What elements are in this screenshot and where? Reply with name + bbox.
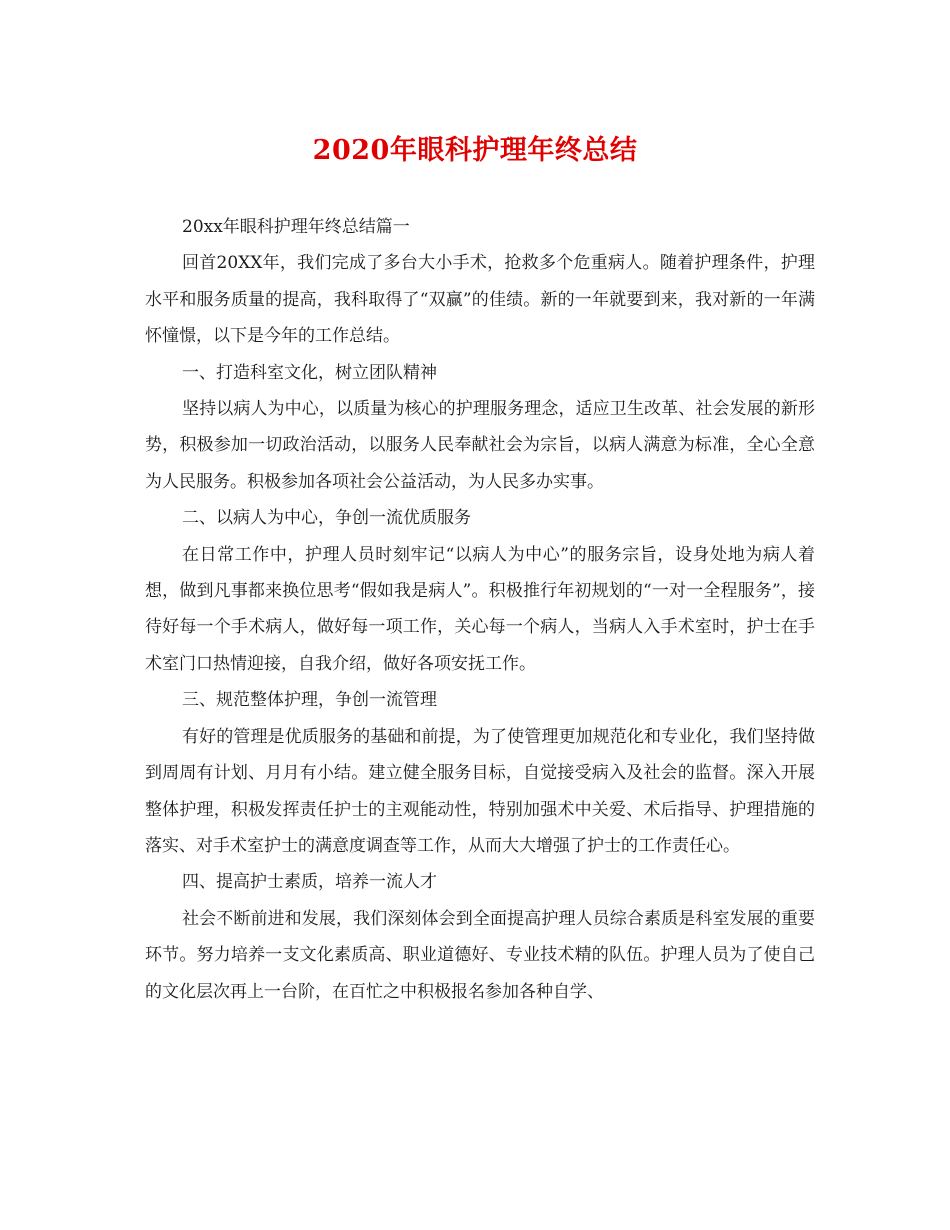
section-heading-3: 三、规范整体护理，争创一流管理 — [182, 690, 437, 711]
paragraph-4: 社会不断前进和发展，我们深刻体会到全面提高护理人员综合素质是科室发展的重要环节。努力培养一支文化素质高、职业道德好、专业技术精的队伍。护理人员为了使自己的文化层次再上一台阶，在百忙之中积极报名参加各种自学、 — [145, 908, 815, 1002]
document-title: 2020年眼科护理年终总结 — [312, 135, 638, 166]
paragraph-intro: 回首20XX年，我们完成了多台大小手术，抢救多个危重病人。随着护理条件，护理水平和服务质量的提高，我科取得了“双赢”的佳绩。新的一年就要到来，我对新的一年满怀憧憬，以下是今年的工作总结。 — [145, 253, 815, 347]
paragraph-2: 在日常工作中，护理人员时刻牢记“以病人为中心”的服务宗旨，设身处地为病人着想，做到凡事都来换位思考“假如我是病人”。积极推行年初规划的“一对一全程服务”，接待好每一个手术病人，做好每一项工作，关心每一个病人，当病人入手术室时，护士在手术室门口热情迎接，自我介绍，做好各项安抚工作。 — [145, 544, 815, 674]
document-body — [145, 209, 815, 1010]
section-heading-1: 一、打造科室文化，树立团队精神 — [182, 362, 437, 383]
section-heading-2: 二、以病人为中心，争创一流优质服务 — [182, 508, 471, 529]
section-subtitle: 20xx年眼科护理年终总结篇一 — [182, 217, 410, 237]
paragraph-1: 坚持以病人为中心，以质量为核心的护理服务理念，适应卫生改革、社会发展的新形势，积极参加一切政治活动，以服务人民奉献社会为宗旨，以病人满意为标准，全心全意为人民服务。积极参加各项社会公益活动，为人民多办实事。 — [145, 399, 815, 492]
section-heading-4: 四、提高护士素质，培养一流人才 — [182, 872, 437, 893]
paragraph-3: 有好的管理是优质服务的基础和前提，为了使管理更加规范化和专业化，我们坚持做到周周有计划、月月有小结。建立健全服务目标，自觉接受病入及社会的监督。深入开展整体护理，积极发挥责任护士的主观能动性，特别加强术中关爱、术后指导、护理措施的落实、对手术室护士的满意度调查等工作，从而大大增强了护士的工作责任心。 — [145, 726, 815, 856]
